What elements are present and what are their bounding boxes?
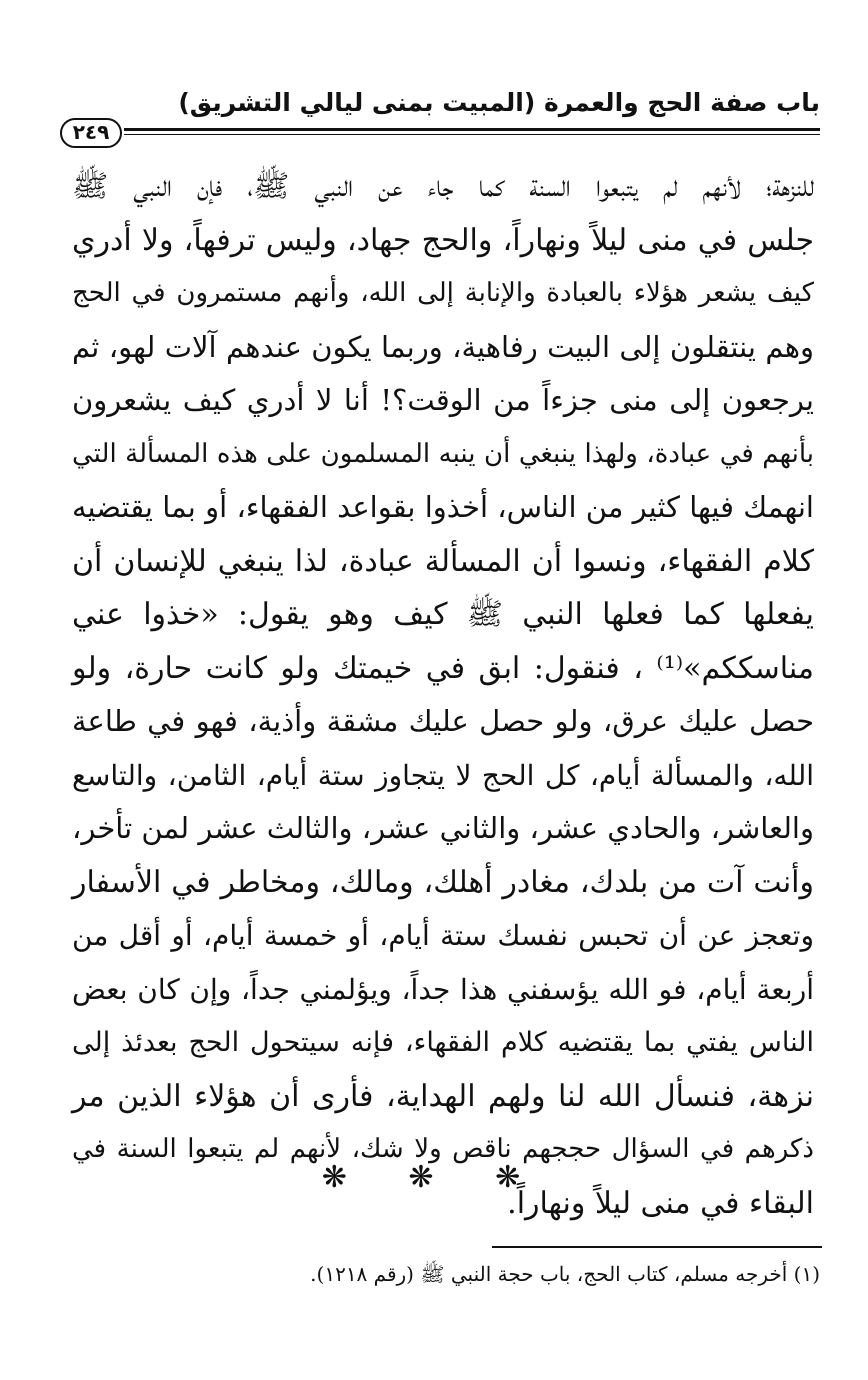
text-line: ذكرهم في السؤال حججهم ناقص ولا شك، لأنهم لم يتبعوا السنة في <box>72 1134 814 1164</box>
text-line: الناس يفتي بما يقتضيه كلام الفقهاء، فإنه سيتحول الحج بعدئذ إلى <box>72 1027 814 1058</box>
text-line: كلام الفقهاء، ونسوا أن المسألة عبادة، لذا ينبغي للإنسان أن <box>72 543 814 579</box>
text-line: حصل عليك عرق، ولو حصل عليك مشقة وأذية، فهو في طاعة <box>72 704 814 738</box>
text-line: يفعلها كما فعلها النبي ﷺ كيف وهو يقول: «خذوا عني <box>72 597 814 632</box>
text-line: وتعجز عن أن تحبس نفسك ستة أيام، أو خمسة أيام، أو أقل من <box>72 919 814 952</box>
text-line: نزهة، فنسأل الله لنا ولهم الهداية، فأرى أن هؤلاء الذين مر <box>72 1078 814 1114</box>
text-line: يرجعون إلى منى جزءاً من الوقت؟! أنا لا أدري كيف يشعرون <box>72 383 814 417</box>
text-line: أربعة أيام، فو الله يؤسفني هذا جداً، ويؤلمني جداً، وإن كان بعض <box>72 972 814 1006</box>
text-line: الله، والمسألة أيام، كل الحج لا يتجاوز ستة أيام، الثامن، والتاسع <box>72 758 815 792</box>
footnote: (١) أخرجه مسلم، كتاب الحج، باب حجة النبي ﷺ (رقم ١٢١٨). <box>310 1262 820 1286</box>
page-number: ٢٤٩ <box>60 118 122 148</box>
text-line: بأنهم في عبادة، ولهذا ينبغي أن ينبه المسلمون على هذه المسألة التي <box>72 438 814 469</box>
text-line: انهمك فيها كثير من الناس، أخذوا بقواعد الفقهاء، أو بما يقتضيه <box>72 490 814 524</box>
text-line: مناسككم»⁽¹⁾ ، فنقول: ابق في خيمتك ولو كانت حارة، ولو <box>72 650 814 686</box>
text-line: جلس في منى ليلاً ونهاراً، والحج جهاد، وليس ترفهاً، ولا أدري <box>72 222 814 258</box>
footnote-rule <box>492 1246 822 1248</box>
text-line: وأنت آت من بلدك، مغادر أهلك، ومالك، ومخاطر في الأسفار <box>72 864 815 900</box>
header-rule-thin <box>124 134 820 135</box>
header-rule-thick <box>124 128 820 131</box>
section-separator: ❋ ❋ ❋ <box>321 1160 547 1195</box>
text-line-last: البقاء في منى ليلاً ونهاراً. <box>507 1185 814 1221</box>
text-line: كيف يشعر هؤلاء بالعبادة والإنابة إلى الله، وأنهم مستمرون في الحج <box>72 278 814 308</box>
page-header <box>60 88 820 158</box>
text-line: للنزهة؛ لأنهم لم يتبعوا السنة كما جاء عن النبي ﷺ، فإن النبي ﷺ <box>72 169 814 204</box>
text-line: وهم ينتقلون إلى البيت رفاهية، وربما يكون عندهم آلات لهو، ثم <box>72 329 814 364</box>
text-line: والعاشر، والحادي عشر، والثاني عشر، والثالث عشر لمن تأخر، <box>72 811 814 845</box>
body-text <box>72 160 814 1230</box>
running-title: باب صفة الحج والعمرة (المبيت بمنى ليالي التشريق) <box>178 88 820 117</box>
